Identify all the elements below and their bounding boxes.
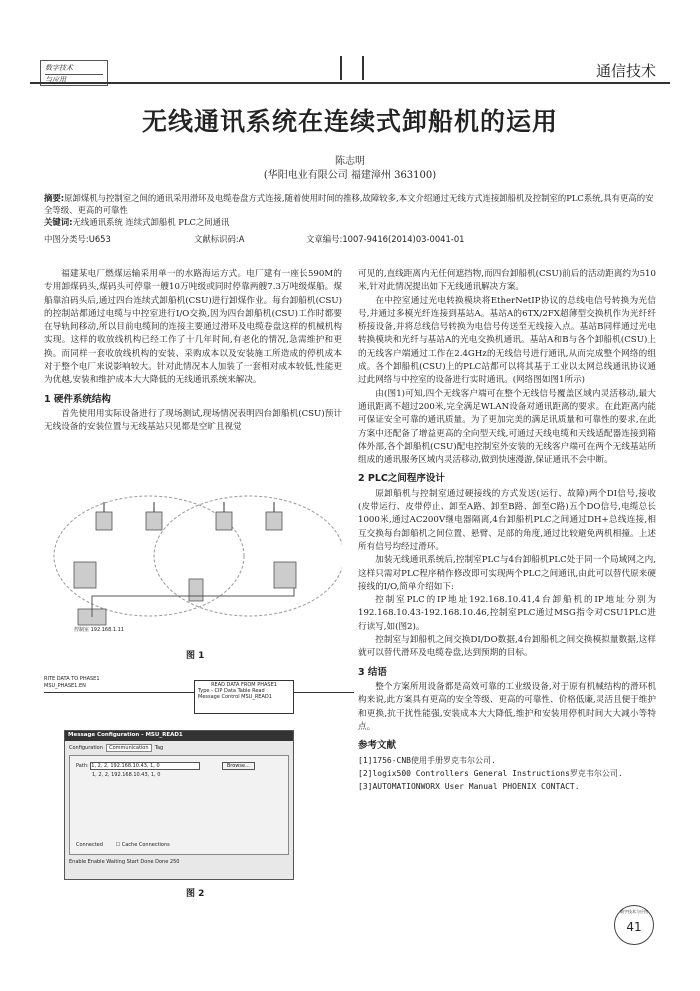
figure-2-caption: 图 2 — [186, 889, 205, 899]
left-column: 福建某电厂燃煤运输采用单一的水路海运方式。电厂建有一座长590M的专用卸煤码头,煤码头可停靠一艘10万吨级或同时停靠两艘7.3万吨级煤船。煤船靠泊码头后,通过四台连续式卸船机(CSU)进行卸煤作业。每台卸船机(CSU)的控制站都通过电缆与中控室进行I/O交换,因为四台卸船机(CSU)工作时都要在导轨间移动,所以目前电缆间的连接主要通过滑环及电缆卷盘这样的机械机构实现。这样的收放线机构已经工作了十几年时间,有老化的情况,急需维护和更换。而同样一套收放线机构的安装、采购成本以及安装施工所造成的停机成本对于整个电厂来说影响较大。针对此情况本人加装了一套相对成本较低,性能更为优越,安装和维护成本大大降低的无线通讯系统来解决。 1 硬件系统结构 首先使用用实际设备进行了现场测试,现场情况表明四台卸船机(CSU)预计无线设备的安装位置与无线基站只见都是空旷且视觉 — [44, 269, 342, 433]
figure-1-caption: 图 1 — [186, 651, 205, 661]
heading-1: 1 硬件系统结构 — [44, 393, 111, 405]
classification: 中图分类号:U653 文献标识码:A 文章编号:1007-9416(2014)03-0041-01 — [44, 234, 465, 244]
header-rule — [30, 82, 670, 84]
header-bars — [340, 56, 364, 80]
heading-3: 3 结语 — [358, 666, 387, 678]
section-title: 通信技术 — [595, 62, 656, 80]
figure-2-ladder: RITE DATA TO PHASE1 MSU_PHASE1.EN READ DATA FROM PHASE1 Type - CIP Data Table Read Message Control MSU_READ1 — [44, 672, 356, 720]
path-input[interactable]: 1, 2, 2, 192.168.10.43, 1, 0 — [90, 762, 200, 770]
heading-references: 参考文献 — [358, 740, 397, 752]
author: 陈志明 — [335, 156, 365, 167]
article-title: 无线通讯系统在连续式卸船机的运用 — [141, 107, 558, 136]
figure-1-network-diagram — [44, 484, 342, 642]
abstract: 摘要:原卸煤机与控制室之间的通讯采用滑环及电缆卷盘方式连接,随着使用时间的推移,故障较多,本文介绍通过无线方式连接卸船机及控制室的PLC系统,具有更高的安全等级、更高的可靠性 关键词:无线通讯系统 连续式卸船机 PLC之间通讯 — [44, 193, 654, 227]
page-number: 数字技术与应用 41 — [614, 905, 654, 945]
affiliation: (华阳电业有限公司 福建漳州 363100) — [263, 170, 437, 181]
dialog-title: Message Configuration - MSU_READ1 — [65, 731, 293, 741]
references: [1]1756-CNB使用手册罗克韦尔公司. [2]logix500 Controllers General Instructions罗克韦尔公司. [3]AUTOMATIONWORX User Manual PHOENIX CONTACT. — [358, 756, 623, 792]
browse-button[interactable]: Browse... — [222, 762, 255, 770]
fig1-label: 控制室 192.168.1.11 — [74, 627, 125, 633]
page-header — [30, 52, 670, 86]
figure-2-dialog: Message Configuration - MSU_READ1 Configuration Communication Tag Path: 1, 2, 2, 192.168.10.43, 1, 0 Browse... 1, 2, 2, 192.168.10.43, 1, 0 Connected ☐ Cache Connections Enable Enable Waiting Start Done Done 250 — [64, 730, 294, 880]
right-column: 可见的,直线距离内无任何遮挡物,而四台卸船机(CSU)前后的活动距离约为510米,针对此情况提出如下无线通讯解决方案。 在中控室通过光电转换模块将EtherNetIP协议的总线电信号转换为光信号,并通过多模光纤连接到基站A。基站A的6TX/2FX超薄型交换机作为光纤纤桥接设备,并将总线信号转换为电信号传送至无线接入点。基站B同样通过光电转换模块和光纤与基站A的光电交换机通讯。基站A和B与各个卸船机(CSU)上的无线客户端通过工作在2.4GHz的无线信号进行通讯,从而完成整个网络的组成。各个卸船机(CSU)上的PLC站都可以将其基于工业以太网总线通讯协议通过此网络与中控室的设备进行实时通讯。(网络图如图1所示) 由(图1)可知,四个无线客户端可在整个无线信号覆盖区域内灵活移动,最大通讯距离不超过200米,完全满足WLAN设备对通讯距离的要求。在此距离内能可保证安全可靠的通讯质量。为了更加完美的满足讯质量和可靠性的要求,在此方案中还配备了增益更高的全向型天线,可通过天线电缆和天线适配器连接到箱体外部,各个卸船机(CSU)配电控制室外安装的无线客户端可在两个无线基站所组成的通讯服务区域内灵活移动,做到快速漫游,保证通讯不会中断。 2 PLC之间程序设计 原卸船机与控制室通过硬接线的方式发送(运行、故障)两个DI信号,接收(皮带运行、皮带停止、卸至A路、卸至B路、卸至C路)五个DO信号,电缆总长1000米,通过AC200V继电器隔离,4台卸船机PLC之间通过DH+总线连接,相互交换每台卸船机之间位置、悬臂、足部的角度,通过比较避免两机相撞。上述所有信号均经过滑环。 加装无线通讯系统后,控制室PLC与4台卸船机PLC处于同一个局域网之内,这样只需对PLC程序稍作修改即可实现两个PLC之间通讯,由此可以替代原来硬接线的I/O,简单介绍如下: 控制室PLC的IP地址192.168.10.41,4台卸船机的IP地址分别为192.168.10.43-192.168.10.46,控制室PLC通过MSG指令对CSU1PLC进行读写,如(图2)。 控制室与卸船机之间交换DI/DO数据,4台卸船机之间交换模拟量数据,这样就可以替代滑环及电缆卷盘,达到预期的目标。 3 结语 整个方案所用设备都是高效可靠的工业级设备,对于原有机械结构的滑环机构来说,此方案具有更高的安全等级、更高的可靠性、价格低廉,灵活且便于维护和更换,抗干扰性能强,安装成本大大降低,维护和安装用停机时间大大减小等特点。 参考文献 [1]1756-CNB使用手册罗克韦尔公司. [2]logix500 Controllers General Instructions罗克韦尔公司. [3]AUTOMATIONWORX User Manual PHOENIX CONTACT. — [358, 269, 656, 792]
journal-badge: 数字技术 与应用 — [40, 60, 108, 86]
heading-2: 2 PLC之间程序设计 — [358, 473, 445, 485]
